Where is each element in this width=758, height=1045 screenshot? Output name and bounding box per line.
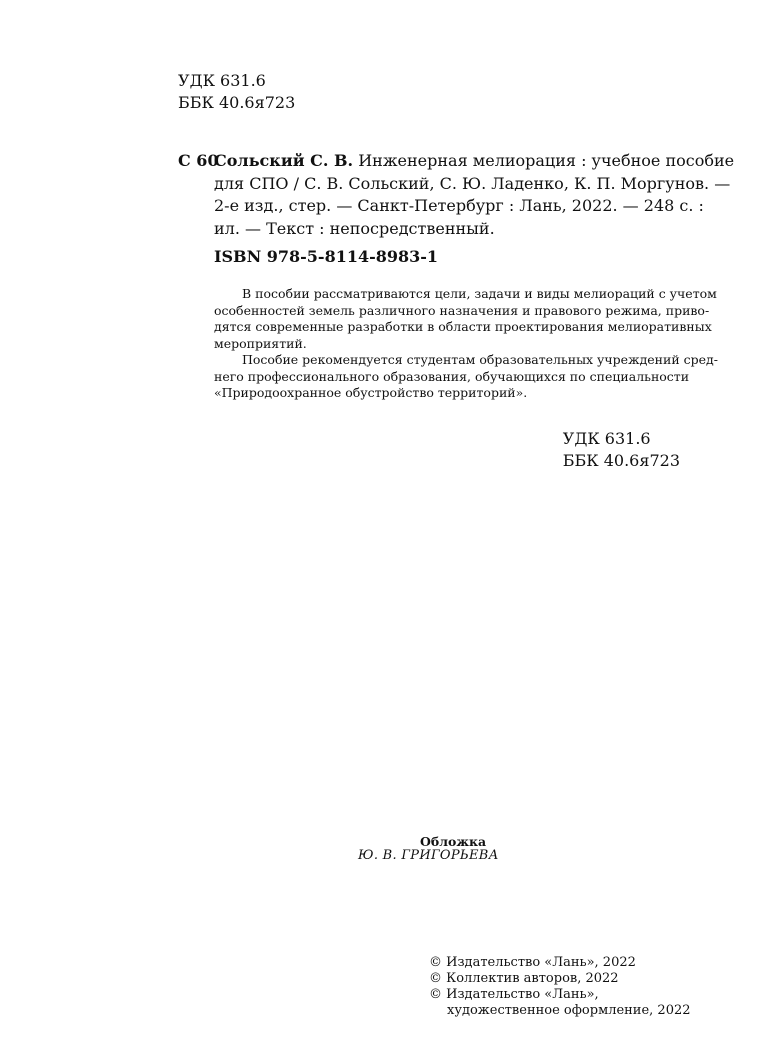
udk-code: УДК 631.6 xyxy=(562,429,651,448)
copyright-line: © Коллектив авторов, 2022 xyxy=(429,971,619,986)
bibliographic-record xyxy=(214,150,735,240)
copyright-line: художественное оформление, 2022 xyxy=(447,1003,691,1018)
biblio-line xyxy=(214,150,735,173)
classification-codes-top xyxy=(178,70,295,114)
copyright-line: © Издательство «Лань», xyxy=(429,987,599,1002)
annotation-line: В пособии рассматриваются цели, задачи и виды мелиораций с учетом xyxy=(242,286,717,301)
cover-designer-name: Ю. В. ГРИГОРЬЕВА xyxy=(358,848,499,863)
annotation-line: «Природоохранное обустройство территорий». xyxy=(214,385,528,400)
isbn: ISBN 978-5-8114-8983-1 xyxy=(214,247,439,266)
biblio-line: для СПО / С. В. Сольский, С. Ю. Ладенко, К. П. Моргунов. — xyxy=(214,173,731,193)
annotation-line: мероприятий. xyxy=(214,335,307,351)
author-name: Сольский С. В. xyxy=(214,151,354,170)
classification-codes-bottom xyxy=(563,428,680,472)
biblio-line: ил. — Текст : непосредственный. xyxy=(214,218,495,238)
copyright-line: © Издательство «Лань», 2022 xyxy=(429,955,636,970)
biblio-line: 2-е изд., стер. — Санкт-Петербург : Лань, 2022. — 248 с. : xyxy=(214,196,704,215)
annotation-line: Пособие рекомендуется студентам образовательных учреждений сред- xyxy=(242,352,718,367)
annotation xyxy=(214,286,718,402)
bbk-code: ББК 40.6я723 xyxy=(178,93,296,112)
catalog-number: С 60 xyxy=(178,151,219,170)
annotation-line: дятся современные разработки в области проектирования мелиоративных xyxy=(214,319,712,334)
copyright-block xyxy=(429,955,691,1019)
cover-credit-label: Обложка xyxy=(420,834,487,849)
biblio-title-text: Инженерная мелиорация : учебное пособие xyxy=(353,151,735,170)
udk-code: УДК 631.6 xyxy=(178,71,266,90)
annotation-line: него профессионального образования, обучающихся по специальности xyxy=(214,368,690,384)
annotation-line: особенностей земель различного назначения и правового режима, приво- xyxy=(214,302,710,318)
bbk-code: ББК 40.6я723 xyxy=(562,451,680,470)
